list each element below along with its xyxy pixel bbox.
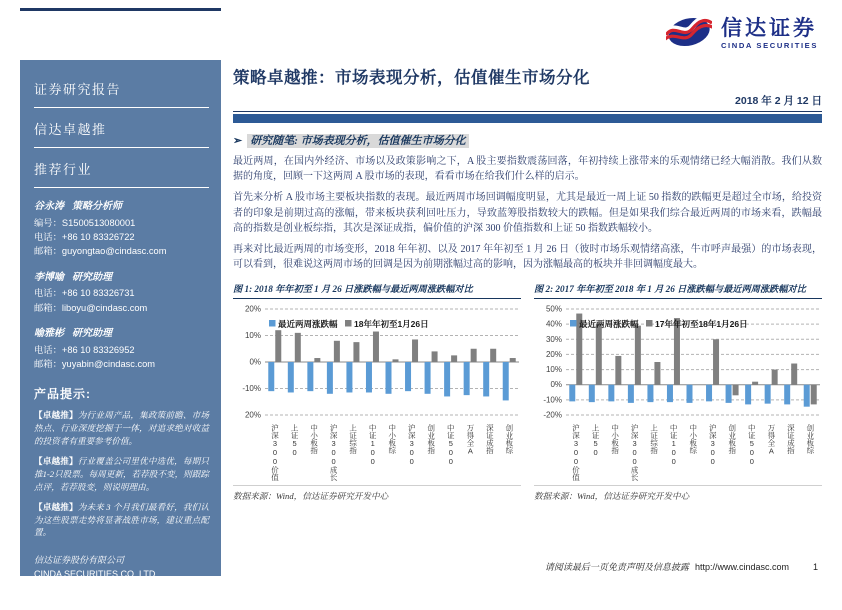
svg-text:17年年初至18年1月26日: 17年年初至18年1月26日 [655,319,748,330]
field-label: 邮箱： [34,246,62,257]
svg-text:最近两周涨跌幅: 最近两周涨跌幅 [579,319,639,330]
field-label: 编号： [34,217,62,228]
company-name-cn: 信达证券股份有限公司 [34,555,125,566]
analyst-phone: +86 10 83326722 [61,231,135,242]
figure-2-source: 数据来源：Wind，信达证券研究开发中心 [534,485,822,502]
hint-tag: 【卓越推】 [34,410,78,421]
product-hint [34,409,209,448]
x-axis-label: 沪深300价值 [270,424,280,482]
x-axis-labels [566,424,820,482]
product-hint [34,455,209,494]
svg-text:-20%: -20% [543,410,562,420]
product-hint [34,501,209,540]
x-axis-label: 上证50 [591,424,601,458]
sidebar-section-series: 信达卓越推 [34,119,209,148]
x-axis-label: 深证成指 [485,424,495,455]
x-axis-label: 上证综指 [348,424,358,455]
svg-text:10%: 10% [545,365,562,375]
page-number: 1 [812,562,818,572]
analyst-block [34,270,209,315]
x-axis-label: 中证500 [446,424,456,467]
x-axis-label: 沪深300成长 [329,424,339,482]
svg-text:-10%: -10% [242,384,261,394]
x-axis-label: 创业板综 [504,424,514,455]
svg-text:10%: 10% [244,331,261,341]
x-axis-label: 中小板指 [309,424,319,455]
analyst-phone: +86 10 83326952 [61,344,135,355]
hint-text: 行业覆盖公司里优中选优，每期只推1-2只股票。每周更新，若荐股不变，则跟踪点评，若荐股变，则说明理由。 [34,456,209,492]
arrow-bullet-icon: ➢ [233,135,243,147]
cinda-logo [666,11,818,56]
x-axis-label: 沪深300 [407,424,417,467]
hint-text: 为未来 3 个月我们最看好，我们认为这些股票走势将显著战胜市场，建议重点配置。 [34,501,209,538]
figure-1-title: 图 1: 2018 年年初至 1 月 26 日涨跌幅与最近两周涨跌幅对比 [233,281,521,299]
svg-text:50%: 50% [545,304,562,314]
analyst-phone: +86 10 83326731 [61,288,135,299]
svg-text:最近两周涨跌幅: 最近两周涨跌幅 [278,319,338,330]
analyst-name: 谷永涛 [34,201,64,212]
company-name-en: CINDA SECURITIES CO.,LTD [34,569,156,580]
analyst-block [34,326,209,371]
paragraph: 首先来分析 A 股市场主要板块指数的表现。最近两周市场回调幅度明显，尤其是最近一周上证 50 指数的跌幅更是超过全市场，给投资者的印象是前期过高的涨幅，带来板块获利回吐压力，导致蓝筹股指数较大的跌幅。但是如果我们综合最近两周的市场来看，跌幅最高的指数是创业板综指，其次是深证成指，偏价值的沪深 300 价值指数和上证 50 指数跌幅较小。 [233,192,822,234]
x-axis-label: 万得全A [465,424,475,456]
divider-bar [233,114,822,123]
figure-2-bar-chart [534,303,822,482]
figure-2 [534,281,822,502]
field-label: 邮箱： [34,358,62,369]
field-label: 电话： [34,288,62,299]
sidebar-section-report-type: 证券研究报告 [34,79,209,108]
x-axis-labels [265,424,519,482]
figure-1 [233,281,521,502]
x-axis-label: 中证100 [669,424,679,467]
field-label: 邮箱： [34,302,62,313]
svg-text:20%: 20% [244,304,261,314]
field-label: 电话： [34,344,62,355]
header-rule [20,8,221,11]
x-axis-label: 中小板综 [387,424,397,455]
product-hint-title: 产品提示: [34,387,91,402]
website-link[interactable]: http://www.cindasc.com [694,562,789,572]
analyst-block [34,199,209,259]
report-sidebar [20,60,221,608]
field-label: 电话： [34,231,62,242]
figure-2-title: 图 2: 2017 年年初至 2018 年 1 月 26 日涨跌幅与最近两周涨跌幅对比 [534,281,822,299]
analyst-email: liboyu@cindasc.com [61,302,148,313]
sidebar-section-industry: 推荐行业 [34,159,209,188]
analyst-role: 研究助理 [72,271,112,283]
x-axis-label: 沪深300成长 [630,424,640,482]
analyst-id: S1500513080001 [61,217,136,228]
analyst-role: 策略分析师 [72,201,122,212]
x-axis-label: 中证100 [368,424,378,467]
company-block [34,554,209,610]
svg-text:30%: 30% [545,335,562,345]
analyst-name: 李博喻 [34,271,64,283]
paragraph: 最近两周，在国内外经济、市场以及政策影响之下，A 股主要指数震荡回落，年初持续上涨带来的乐观情绪已经大幅消散。我们从数据的角度，回顾一下这两周 A 股市场的表现，看看市场在给我们什么样的启示。 [233,156,822,183]
logo-name-en: CINDA SECURITIES [720,40,818,50]
company-postcode: 邮编： 100031 [34,597,94,608]
section-heading [233,132,822,148]
company-address: 北京市西城区闹市口大街 9 号院 1 号楼 [34,583,188,594]
figure-1-source: 数据来源：Wind，信达证券研究开发中心 [233,485,521,502]
figures-row [233,281,822,502]
report-title: 策略卓越推：市场表现分析，估值催生市场分化 [233,69,590,87]
x-axis-label: 上证综指 [649,424,659,455]
cinda-logo-icon [666,11,712,56]
x-axis-label: 沪深300价值 [571,424,581,482]
hint-text: 为行业周产品，集政策前瞻、市场热点、行业深度挖掘于一体，对追求绝对收益的投资者有重要参考价值。 [34,410,209,447]
x-axis-label: 创业板综 [805,424,815,455]
analyst-email: guyongtao@cindasc.com [61,246,167,257]
svg-text:20%: 20% [244,410,261,420]
hint-tag: 【卓越推】 [34,501,78,512]
x-axis-label: 沪深300 [708,424,718,467]
svg-text:-10%: -10% [543,395,562,405]
svg-text:0%: 0% [249,357,261,367]
x-axis-label: 创业板指 [727,424,737,455]
svg-text:0%: 0% [550,380,562,390]
svg-text:18年年初至1月26日: 18年年初至1月26日 [354,319,429,330]
x-axis-label: 中证500 [747,424,757,467]
disclaimer-note: 请阅读最后一页免责声明及信息披露 [544,562,689,572]
svg-text:20%: 20% [545,350,562,360]
analyst-email: yuyabin@cindasc.com [61,358,156,369]
x-axis-label: 万得全A [766,424,776,456]
x-axis-label: 上证50 [290,424,300,458]
x-axis-label: 中小板综 [688,424,698,455]
logo-name-cn: 信达证券 [720,16,817,41]
svg-text:40%: 40% [545,319,562,329]
section-heading-text: 研究随笔: 市场表现分析，估值催生市场分化 [247,134,468,148]
analyst-role: 研究助理 [72,328,112,340]
paragraph: 再来对比最近两周的市场变形，2018 年年初、以及 2017 年年初至 1 月 26 日（彼时市场乐观情绪高涨，牛市呼声最强）的市场表现，可以看到，很难说这两周市场的回调是因为前期涨幅过高的影响，因为涨幅最高的板块并非回调幅度最大。 [233,243,822,271]
report-body [233,64,822,502]
analyst-name: 喻雅彬 [34,328,64,340]
page-footer [233,560,822,573]
x-axis-label: 深证成指 [786,424,796,455]
x-axis-label: 创业板指 [426,424,436,455]
report-date: 2018 年 2 月 12 日 [233,93,822,112]
x-axis-label: 中小板指 [610,424,620,455]
figure-1-bar-chart [233,303,521,482]
hint-tag: 【卓越推】 [34,456,78,467]
